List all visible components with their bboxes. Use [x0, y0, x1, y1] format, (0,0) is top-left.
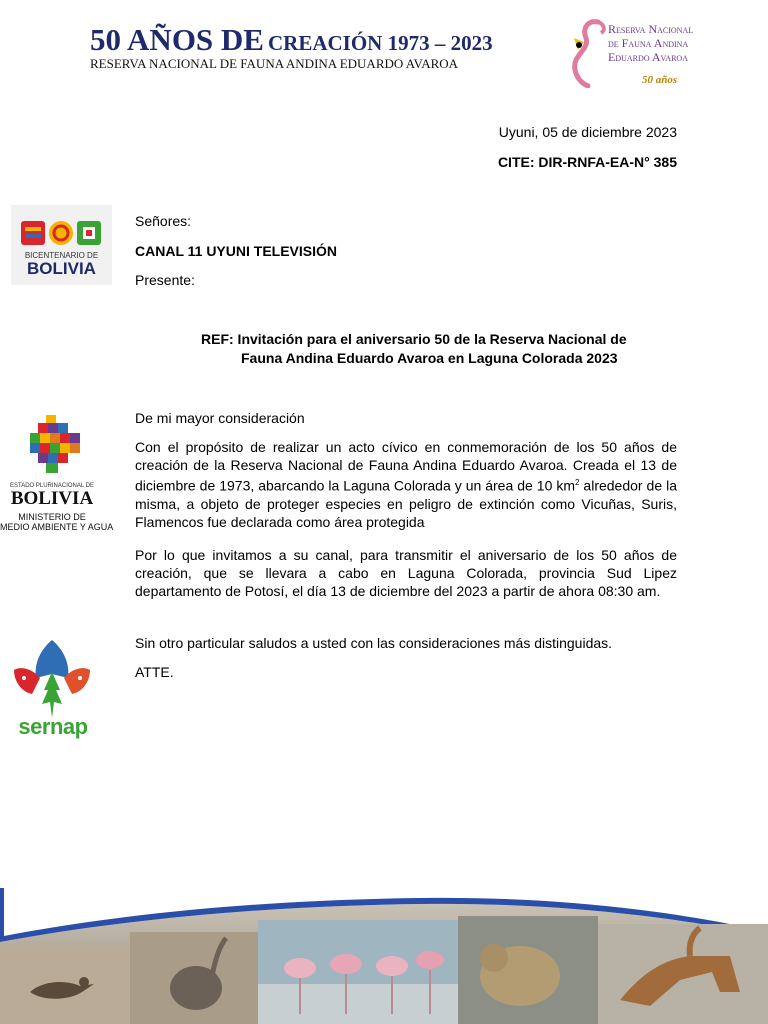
- header-subtitle: RESERVA NACIONAL DE FAUNA ANDINA EDUARDO AVAROA: [90, 56, 459, 71]
- fauna-banner: [0, 880, 768, 1024]
- wiphala-emblem-icon: [24, 415, 84, 477]
- reserve-logo-line-2: de Fauna Andina: [608, 36, 689, 50]
- header-title: [90, 22, 493, 58]
- presente: Presente:: [135, 272, 195, 288]
- reference-line-2: Fauna Andina Eduardo Avaroa en Laguna Colorada 2023: [241, 350, 618, 366]
- greeting: De mi mayor consideración: [135, 410, 305, 426]
- paragraph-1-tail: alrededor de la misma, a objeto de proteger especies en peligro de extinción como Vicuñas, Suris, Flamencos fue declarada como área protegida: [135, 477, 677, 530]
- ministerio-estado-text: ESTADO PLURINACIONAL DE: [9, 483, 95, 489]
- reserve-logo-line-3: Eduardo Avaroa: [608, 50, 688, 64]
- letter-date: Uyuni, 05 de diciembre 2023: [498, 124, 677, 140]
- ministerio-line-2: MEDIO AMBIENTE Y AGUA: [0, 522, 114, 532]
- ministerio-line-1: MINISTERIO DE: [18, 512, 86, 522]
- paragraph-1-superscript: 2: [575, 478, 580, 487]
- sernap-text: sernap: [18, 714, 88, 739]
- salutation: Señores:: [135, 213, 192, 229]
- ministerio-logo: [0, 415, 114, 535]
- header-title-big: 50 AÑOS DE: [90, 22, 264, 57]
- recipient: CANAL 11 UYUNI TELEVISIÓN: [135, 243, 338, 259]
- bicentenario-bolivia-text: BOLIVIA: [27, 259, 96, 278]
- reference-block: [201, 330, 681, 368]
- bicentenario-logo: [11, 205, 112, 285]
- reserve-logo-line-1: Reserva Nacional: [608, 22, 694, 36]
- paragraph-1-text: Con el propósito de realizar un acto cívico en conmemoración de los 50 años de creación de la Reserva Nacional de Fauna Andina Eduardo Avaroa. Creada el 13 de diciembre de 1973, abarcando la Laguna Colorada y un área de 10 km: [135, 439, 677, 494]
- sernap-emblem-icon: [10, 636, 94, 720]
- reserve-logo: [568, 16, 698, 92]
- ministerio-bolivia-text: BOLIVIA: [10, 488, 94, 509]
- sernap-logo: [8, 636, 98, 742]
- bicentenario-emblem-icon: [21, 219, 101, 247]
- fauna-photo-strip-icon: [0, 880, 768, 1024]
- reserve-logo-anos: 50 años: [642, 74, 678, 86]
- paragraph-1: [135, 438, 677, 531]
- header-title-small: CREACIÓN 1973 – 2023: [267, 31, 493, 55]
- reference-line-1: REF: Invitación para el aniversario 50 de la Reserva Nacional de: [201, 331, 627, 347]
- paragraph-2: Por lo que invitamos a su canal, para transmitir el aniversario de los 50 años de creación, que se llevara a cabo en Laguna Colorada, provincia Sud Lipez departamento de Potosí, el día 13 de diciembre del 2023 a partir de ahora 08:30 am.: [135, 547, 677, 599]
- closing: ATTE.: [135, 664, 174, 680]
- bicentenario-top-text: BICENTENARIO DE: [24, 251, 99, 260]
- letter-cite: CITE: DIR-RNFA-EA-N° 385: [497, 154, 677, 170]
- paragraph-3: Sin otro particular saludos a usted con las consideraciones más distinguidas.: [135, 635, 613, 651]
